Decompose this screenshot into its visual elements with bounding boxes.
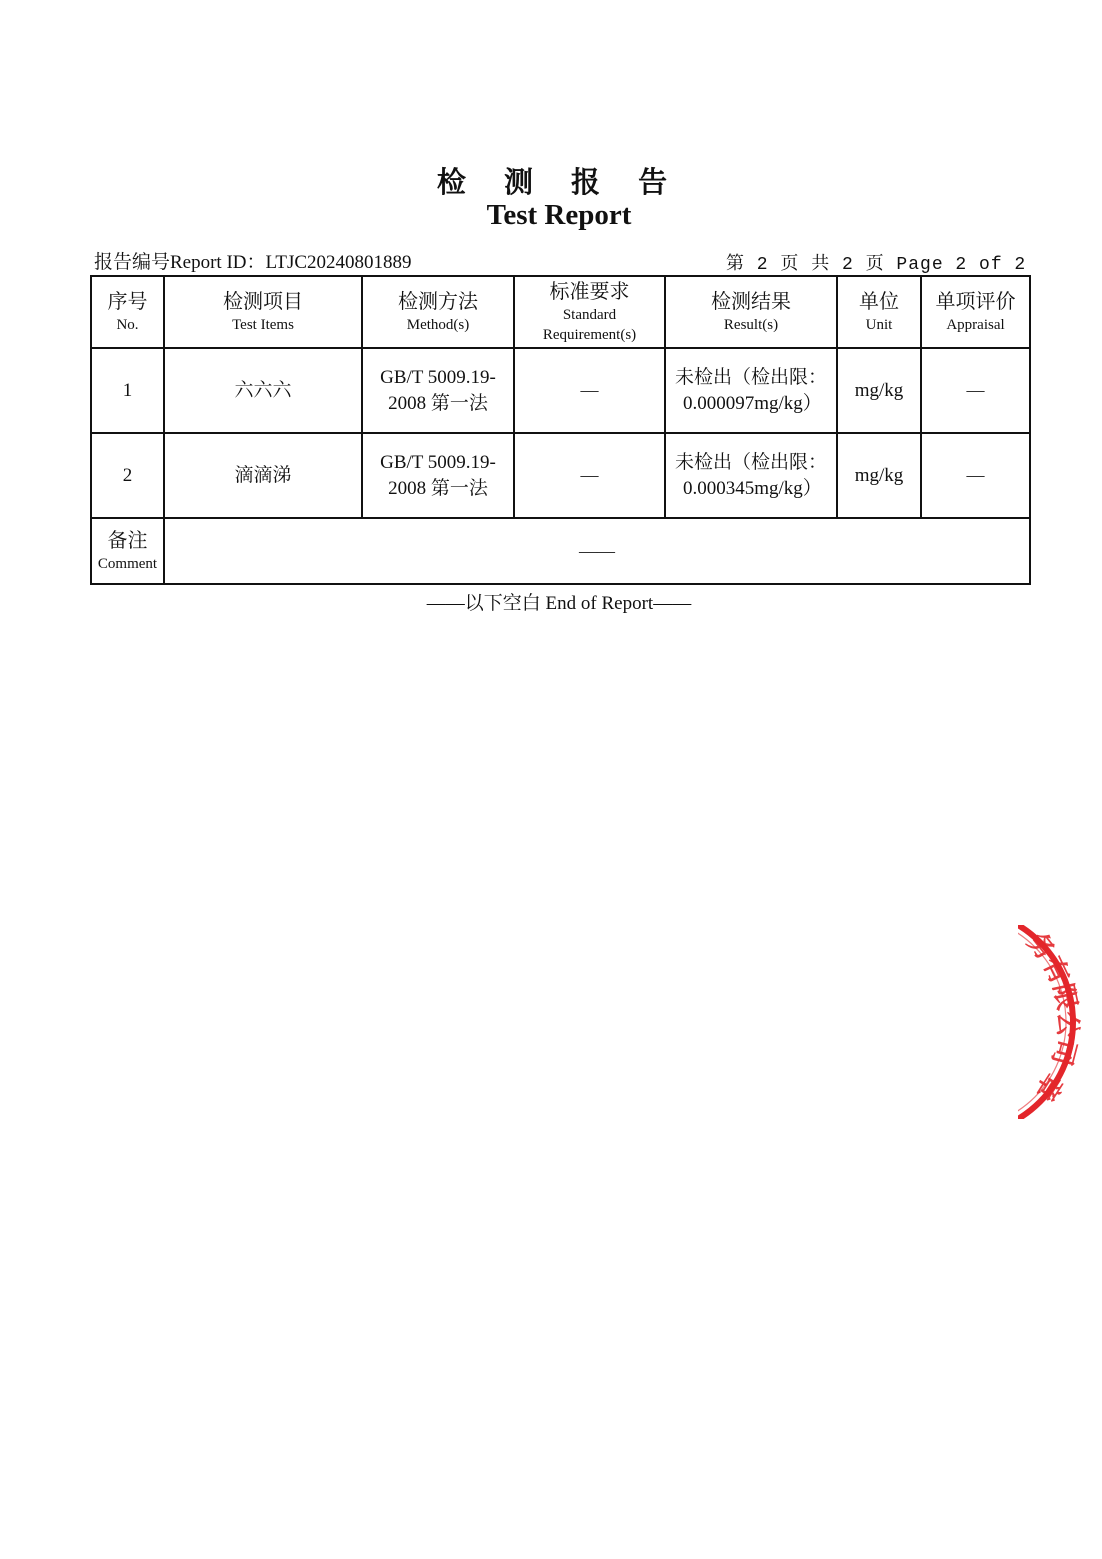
row-no: 2 <box>91 433 164 518</box>
table-row <box>91 433 1030 518</box>
row-method <box>362 348 514 433</box>
row-result-line1: 未检出（检出限： <box>674 451 827 473</box>
row-result-line1: 未检出（检出限： <box>674 366 827 388</box>
page-number: 第 2 页 共 2 页 Page 2 of 2 <box>726 255 1027 275</box>
row-standard: — <box>514 348 665 433</box>
header-appraisal <box>921 276 1030 348</box>
row-result-text <box>675 365 827 417</box>
row-result-text <box>675 450 827 502</box>
comment-row <box>91 518 1030 584</box>
header-standard-en: Standard Requirement(s) <box>542 307 637 343</box>
header-method-cn: 检测方法 <box>398 291 478 313</box>
row-result <box>665 433 837 518</box>
row-standard: — <box>514 433 665 518</box>
row-appraisal: — <box>921 433 1030 518</box>
seal-icon <box>1018 925 1102 1119</box>
report-title-cn: 检 测 报 告 <box>436 165 682 199</box>
header-result-en: Result(s) <box>723 317 779 333</box>
row-appraisal: — <box>921 348 1030 433</box>
row-unit: mg/kg <box>837 433 921 518</box>
company-seal-stamp <box>1018 925 1102 1119</box>
comment-label-en: Comment <box>97 556 158 572</box>
report-id: 报告编号Report ID：LTJC20240801889 <box>94 252 412 273</box>
comment-label-cn: 备注 <box>107 530 148 552</box>
header-unit <box>837 276 921 348</box>
svg-text:务有限公司 章: 务有限公司 章 <box>1020 927 1083 1106</box>
header-test-items-cn: 检测项目 <box>223 291 303 313</box>
row-result <box>665 348 837 433</box>
table-header-row <box>91 276 1030 348</box>
end-of-report: ——以下空白 End of Report—— <box>426 593 692 614</box>
header-no <box>91 276 164 348</box>
header-test-items <box>164 276 362 348</box>
header-test-items-en: Test Items <box>232 317 294 333</box>
header-standard-cn: 标准要求 <box>549 281 630 303</box>
header-unit-en: Unit <box>865 317 893 333</box>
row-method <box>362 433 514 518</box>
test-results-table <box>90 275 1031 585</box>
header-method-en: Method(s) <box>406 317 470 333</box>
row-method-line2: 2008 第一法 <box>388 392 488 414</box>
row-no: 1 <box>91 348 164 433</box>
row-result-line2: 0.000345mg/kg） <box>682 477 822 499</box>
comment-value: —— <box>164 518 1030 584</box>
header-no-cn: 序号 <box>107 291 148 313</box>
comment-label <box>91 518 164 584</box>
header-appraisal-en: Appraisal <box>946 317 1005 333</box>
row-method-line2: 2008 第一法 <box>388 477 488 499</box>
table-row <box>91 348 1030 433</box>
row-method-line1: GB/T 5009.19- <box>380 451 496 473</box>
header-result <box>665 276 837 348</box>
row-method-line1: GB/T 5009.19- <box>380 366 496 388</box>
header-method <box>362 276 514 348</box>
row-unit: mg/kg <box>837 348 921 433</box>
header-no-en: No. <box>116 317 139 333</box>
header-standard <box>514 276 665 348</box>
row-item: 六六六 <box>164 348 362 433</box>
header-unit-cn: 单位 <box>859 291 899 313</box>
row-item: 滴滴涕 <box>164 433 362 518</box>
header-appraisal-cn: 单项评价 <box>935 291 1016 313</box>
report-title-en: Test Report <box>486 199 632 231</box>
header-result-cn: 检测结果 <box>711 291 791 313</box>
row-result-line2: 0.000097mg/kg） <box>682 392 822 414</box>
